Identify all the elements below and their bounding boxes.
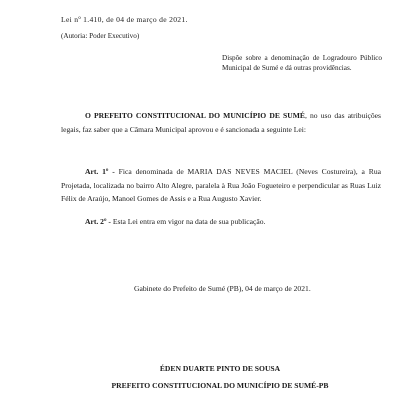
- authorship: (Autoria: Poder Executivo): [61, 32, 140, 40]
- article-1-text: Fica denominada de MARIA DAS NEVES MACIEL (Neves Costureira), a Rua Projetada, localizada no bairro Alto Alegre, paralela à Rua João Fogueteiro e perpendicular as Ruas Luiz Félix de Araújo, Manoel Gomes de Assis e a Rua Augusto Xavier.: [61, 167, 381, 203]
- preamble-text: , no uso das atribuições legais, faz saber que a Câmara Municipal aprovou e é sancionada a seguinte Lei:: [61, 111, 382, 134]
- preamble-authority: O PREFEITO CONSTITUCIONAL DO MUNICÍPIO DE SUMÉ: [85, 111, 305, 120]
- article-2: [61, 215, 381, 229]
- place-date: Gabinete do Prefeito de Sumé (PB), 04 de março de 2021.: [134, 284, 311, 293]
- article-2-label: Art. 2º -: [85, 217, 111, 226]
- law-number: Lei nº 1.410, de 04 de março de 2021.: [61, 15, 188, 24]
- article-1: [61, 165, 381, 206]
- preamble: [61, 109, 381, 136]
- ementa: Dispõe sobre a denominação de Logradouro Público Municipal de Sumé e dá outras providências.: [222, 54, 382, 72]
- signer-title: PREFEITO CONSTITUCIONAL DO MUNICÍPIO DE SUMÉ-PB: [111, 381, 329, 390]
- article-1-label: Art. 1º -: [85, 167, 115, 176]
- signer-name: ÉDEN DUARTE PINTO DE SOUSA: [159, 364, 281, 373]
- article-2-text: Esta Lei entra em vigor na data de sua publicação.: [110, 217, 266, 226]
